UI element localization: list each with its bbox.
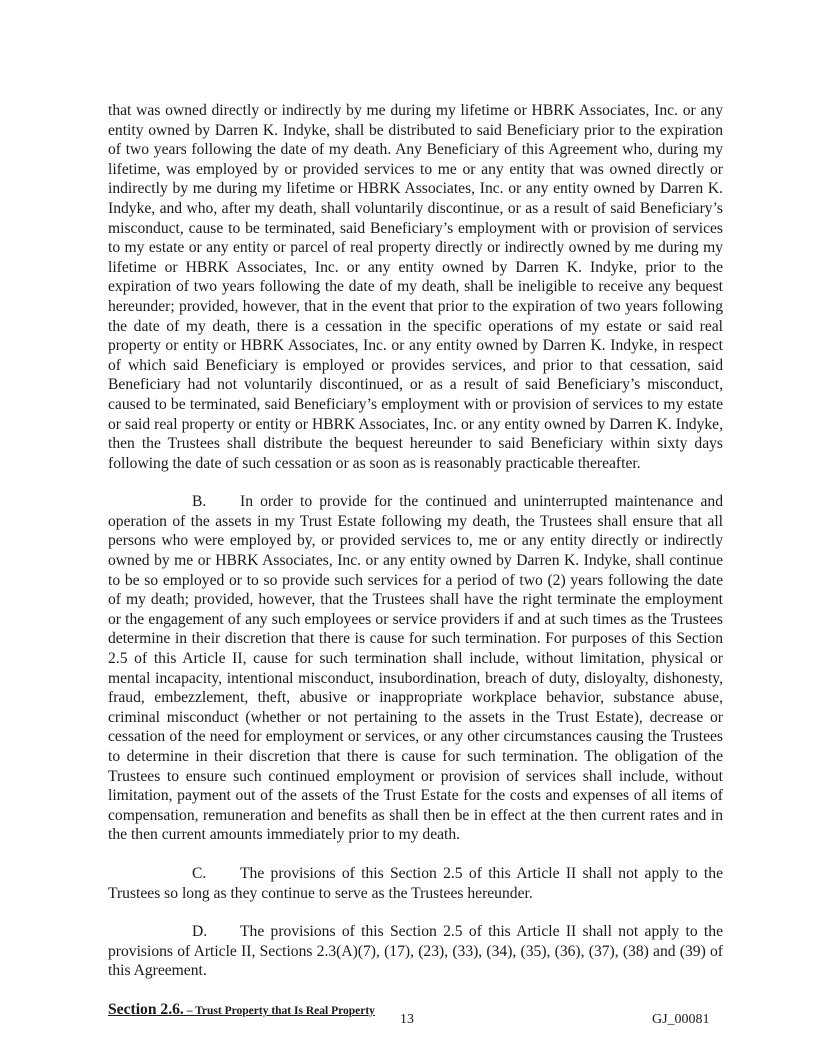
paragraph-b-label: B. (192, 493, 207, 511)
paragraph-c (108, 864, 723, 903)
section-title: – Trust Property that Is Real Property (183, 1004, 375, 1017)
document-body (108, 101, 723, 1022)
paragraph-b-text: In order to provide for the continued and uninterrupted maintenance and operation of the assets in my Trust Estate following my death, the Trustees shall ensure that all persons who were employed by, or provided services to, me or any entity directly or indirectly owned by me or HBRK Associates, Inc. or any entity owned by Darren K. Indyke, shall continue to be so employed or to so provide such services for a period of two (2) years following the date of my death; provided, however, that the Trustees shall have the right terminate the employment or the engagement of any such employees or service providers if and at such times as the Trustees determine in their discretion that there is cause for such termination. For purposes of this Section 2.5 of this Article II, cause for such termination shall include, without limitation, physical or mental incapacity, intentional misconduct, insubordination, breach of duty, disloyalty, dishonesty, fraud, embezzlement, theft, abusive or inappropriate workplace behavior, substance abuse, criminal misconduct (whether or not pertaining to the assets in the Trust Estate), decrease or cessation of the need for employment or services, or any other circumstances causing the Trustees to determine in their discretion that there is cause for such termination. The obligation of the Trustees to ensure such continued employment or provision of services shall include, without limitation, payment out of the assets of the Trust Estate for the costs and expenses of all items of compensation, remuneration and benefits as shall then be in effect at the then current rates and in the then current amounts immediately prior to my death. (108, 493, 723, 844)
paragraph-d (108, 922, 723, 981)
section-number: Section 2.6. (108, 1000, 184, 1018)
paragraph-d-text: The provisions of this Section 2.5 of this Article II shall not apply to the provisions of Article II, Sections 2.3(A)(7), (17), (23), (33), (34), (35), (36), (37), (38) and (39) of this Agreement. (108, 923, 723, 980)
paragraph-c-text: The provisions of this Section 2.5 of this Article II shall not apply to the Trustees so long as they continue to serve as the Trustees hereunder. (108, 864, 723, 902)
paragraph-d-label: D. (192, 923, 208, 941)
section-heading (108, 1000, 723, 1022)
paragraph-b (108, 492, 723, 845)
continuation-paragraph: that was owned directly or indirectly by me during my lifetime or HBRK Associates, Inc. or any entity owned by Darren K. Indyke, shall be distributed to said Beneficiary prior to the expiration of two years following the date of my death. Any Beneficiary of this Agreement who, during my lifetime, was employed by or provided services to me or any entity that was owned directly or indirectly by me during my lifetime or HBRK Associates, Inc. or any entity owned by Darren K. Indyke, and who, after my death, shall voluntarily discontinue, or as a result of said Beneficiary’s misconduct, cause to be terminated, said Beneficiary’s employment with or provision of services to my estate or any entity or parcel of real property directly or indirectly owned by me during my lifetime or HBRK Associates, Inc. or any entity owned by Darren K. Indyke, prior to the expiration of two years following the date of my death, shall be ineligible to receive any bequest hereunder; provided, however, that in the event that prior to the expiration of two years following the date of my death, there is a cessation in the specific operations of my estate or said real property or entity or HBRK Associates, Inc. or any entity owned by Darren K. Indyke, in respect of which said Beneficiary is employed or provides services, and prior to that cessation, said Beneficiary had not voluntarily discontinued, or as a result of said Beneficiary’s misconduct, caused to be terminated, said Beneficiary’s employment with or provision of services to my estate or said real property or entity or HBRK Associates, Inc. or any entity owned by Darren K. Indyke, then the Trustees shall distribute the bequest hereunder to said Beneficiary within sixty days following the date of such cessation or as soon as is reasonably practicable thereafter. (108, 102, 723, 472)
page-number: 13 (400, 1012, 414, 1027)
document-id: GJ_00081 (652, 1012, 710, 1027)
paragraph-c-label: C. (192, 864, 207, 882)
